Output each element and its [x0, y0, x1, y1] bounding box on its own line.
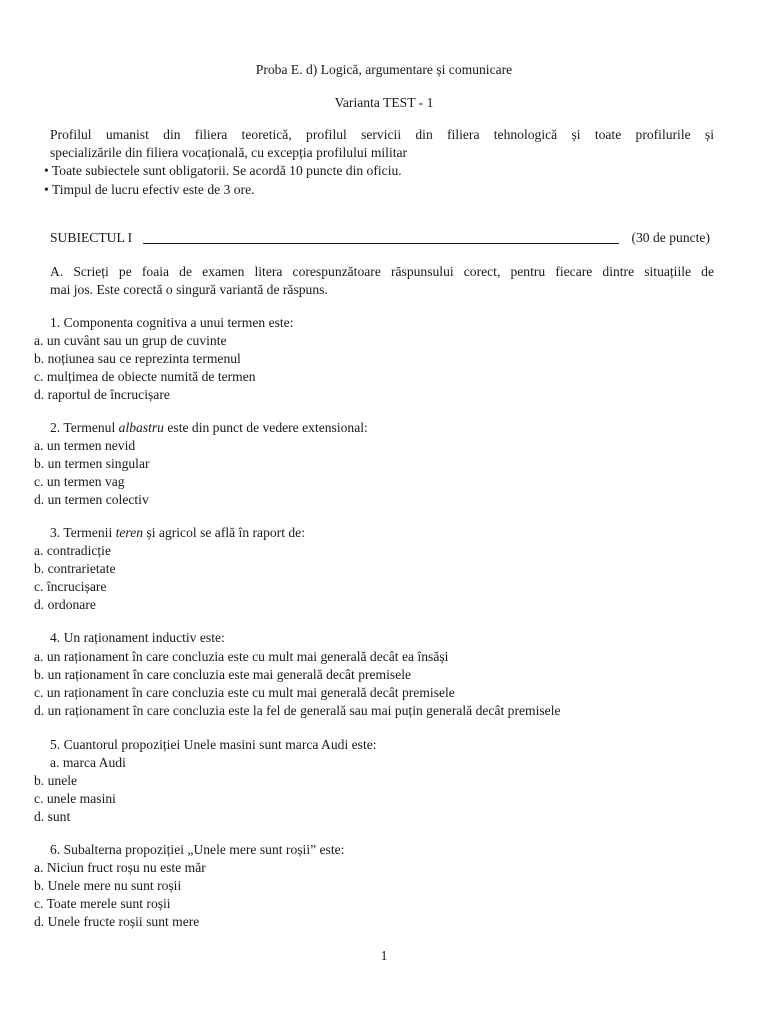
q5-option-c: c. unele masini: [34, 791, 116, 806]
q4-option-c: c. un raționament în care concluzia este cu mult mai generală decât premisele: [34, 685, 455, 700]
question-3: 3. Termenii teren și agricol se află în raport de:: [50, 525, 305, 540]
exam-variant: Varianta TEST - 1: [334, 95, 434, 110]
q2-option-b: b. un termen singular: [34, 456, 150, 471]
q4-option-b: b. un raționament în care concluzia este mai generală decât premisele: [34, 667, 412, 682]
page-number: 1: [380, 948, 388, 963]
q3-option-c: c. încrucișare: [34, 579, 107, 594]
q1-option-a: a. un cuvânt sau un grup de cuvinte: [34, 333, 227, 348]
question-5: 5. Cuantorul propoziției Unele masini sunt marca Audi este:: [50, 737, 377, 752]
bullet-text: Toate subiectele sunt obligatorii. Se acordă 10 puncte din oficiu.: [51, 163, 402, 178]
bullet-text: Timpul de lucru efectiv este de 3 ore.: [51, 182, 255, 197]
q1-option-d: d. raportul de încrucișare: [34, 387, 170, 402]
q6-option-c: c. Toate merele sunt roșii: [34, 896, 171, 911]
q6-option-a: a. Niciun fruct roșu nu este măr: [34, 860, 206, 875]
profile-line-1: Profilul umanist din filiera teoretică, profilul servicii din filiera tehnologică și toate profilurile și: [50, 127, 714, 142]
subject-underline: [143, 243, 619, 244]
q6-option-d: d. Unele fructe roșii sunt mere: [34, 914, 200, 929]
q4-option-a: a. un raționament în care concluzia este cu mult mai generală decât ea însăși: [34, 649, 449, 664]
q5-option-a: a. marca Audi: [50, 755, 126, 770]
bullet-item: • Timpul de lucru efectiv este de 3 ore.: [44, 182, 255, 197]
instructions-line-2: mai jos. Este corectă o singură variantă de răspuns.: [50, 282, 328, 297]
profile-line-2: specializările din filiera vocațională, cu excepția profilului militar: [50, 145, 408, 160]
q3-option-a: a. contradicție: [34, 543, 111, 558]
question-2: 2. Termenul albastru este din punct de vedere extensional:: [50, 420, 368, 435]
q2-option-a: a. un termen nevid: [34, 438, 136, 453]
q5-option-d: d. sunt: [34, 809, 71, 824]
subject-points: (30 de puncte): [631, 230, 710, 245]
q4-option-d: d. un raționament în care concluzia este la fel de generală sau mai puțin generală decât premisele: [34, 703, 561, 718]
q2-option-c: c. un termen vag: [34, 474, 125, 489]
subject-heading: [50, 230, 714, 248]
question-1: 1. Componenta cognitiva a unui termen este:: [50, 315, 294, 330]
exam-title: Proba E. d) Logică, argumentare și comunicare: [255, 62, 513, 77]
question-6: 6. Subalterna propoziției „Unele mere sunt roșii” este:: [50, 842, 345, 857]
q6-option-b: b. Unele mere nu sunt roșii: [34, 878, 182, 893]
q3-option-d: d. ordonare: [34, 597, 96, 612]
q2-option-d: d. un termen colectiv: [34, 492, 149, 507]
bullet-item: • Toate subiectele sunt obligatorii. Se acordă 10 puncte din oficiu.: [44, 163, 402, 178]
q1-option-c: c. mulțimea de obiecte numită de termen: [34, 369, 256, 384]
q5-option-b: b. unele: [34, 773, 78, 788]
question-4: 4. Un raționament inductiv este:: [50, 630, 225, 645]
q3-option-b: b. contrarietate: [34, 561, 116, 576]
q1-option-b: b. noțiunea sau ce reprezinta termenul: [34, 351, 241, 366]
subject-label: SUBIECTUL I: [50, 230, 133, 245]
instructions-line-1: A. Scrieți pe foaia de examen litera corespunzătoare răspunsului corect, pentru fiecare dintre situațiile de: [50, 264, 714, 279]
